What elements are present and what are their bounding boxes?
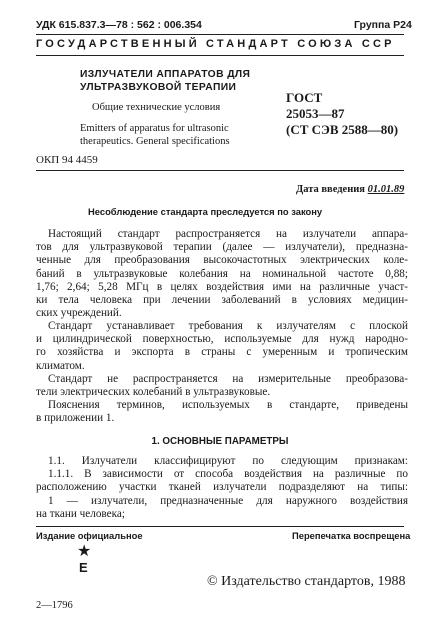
copyright: © Издательство стандартов, 1988 [207,574,406,589]
text-line: ских учреждений. [36,307,122,320]
gost-label: ГОСТ [286,90,323,105]
edition-letter: Е [79,560,88,575]
gost-number: 25053—87 [286,106,345,121]
text-line: ченные для преобразования высокочастотных электрических коле- [36,254,408,267]
paragraph-exclusion [36,373,408,399]
penalty-notice: Несоблюдение стандарта преследуется по закону [88,206,323,217]
title-en-line2: therapeutics. General specifications [80,136,230,147]
paragraph-scope [36,228,408,320]
text-line: на ткани человека; [36,507,125,520]
text-line: расположению участки тканей излучатели подразделяют на типы: [36,481,408,494]
banner-rule [36,55,404,56]
text-line: климатом. [36,359,85,372]
reprint-notice: Перепечатка воспрещена [292,530,411,541]
section-text [36,455,408,521]
text-line: Стандарт устанавливает требования к излучателям с плоской [48,320,408,332]
group-code: Группа Р24 [354,19,412,31]
print-code: 2—1796 [36,600,73,611]
title-en-line1: Emitters of apparatus for ultrasonic [80,123,229,134]
title-ru-line1: ИЗЛУЧАТЕЛИ АППАРАТОВ ДЛЯ [80,69,251,80]
text-line: Стандарт не распространяется на измерительные преобразова- [48,373,408,385]
paragraph-requirements [36,320,408,373]
text-line: 1.1.1. В зависимости от способа воздействия на различные по [48,468,408,481]
section-heading: 1. ОСНОВНЫЕ ПАРАМЕТРЫ [151,436,289,447]
title-ru-line2: УЛЬТРАЗВУКОВОЙ ТЕРАПИИ [80,82,237,93]
text-line: ки тела человека при лечении заболеваний в условиях медицин- [36,294,408,307]
okp-code: ОКП 94 4459 [36,154,98,166]
text-line: в приложении 1. [36,412,115,425]
text-line: Настоящий стандарт распространяется на излучатели аппара- [48,228,408,240]
intro-date [296,184,404,195]
text-line: тели электрических колебаний в ультразвуковые. [36,386,271,399]
text-line: тов для ультразвуковой терапии (далее — излучатели), предназна- [36,241,408,254]
intro-date-value: 01.01.89 [367,184,405,195]
text-line: 1,76; 2,64; 5,28 МГц в целях воздействия ими на различные участ- [36,280,408,293]
paragraph-terms [36,399,408,425]
title-subtitle: Общие технические условия [92,102,221,113]
text-line: и цилиндрической поверхностью, используемые для нужд народно- [36,333,408,346]
official-edition: Издание официальное [36,530,143,541]
text-line: 1 — излучатели, предназначенные для наружного воздействия [48,494,408,507]
okp-rule [36,170,404,171]
udk-code: УДК 615.837.3—78 : 562 : 006.354 [36,19,202,31]
footer-rule [36,526,404,527]
star-icon: ★ [77,543,92,560]
standard-banner: ГОСУДАРСТВЕННЫЙ СТАНДАРТ СОЮЗА ССР [36,38,395,50]
gost-sev: (СТ СЭВ 2588—80) [286,122,399,137]
text-line: баний в ультразвуковые колебания на номинальной частоте 0,88; [36,267,408,280]
text-line: го хозяйства и экспорта в страны с умеренным и тропическим [36,346,408,359]
text-line: Пояснения терминов, используемых в стандарте, приведены [48,399,408,411]
header-rule [36,34,404,35]
text-line: 1.1. Излучатели классифицируют по следующим признакам: [48,455,408,467]
intro-date-label: Дата введения [296,184,365,195]
